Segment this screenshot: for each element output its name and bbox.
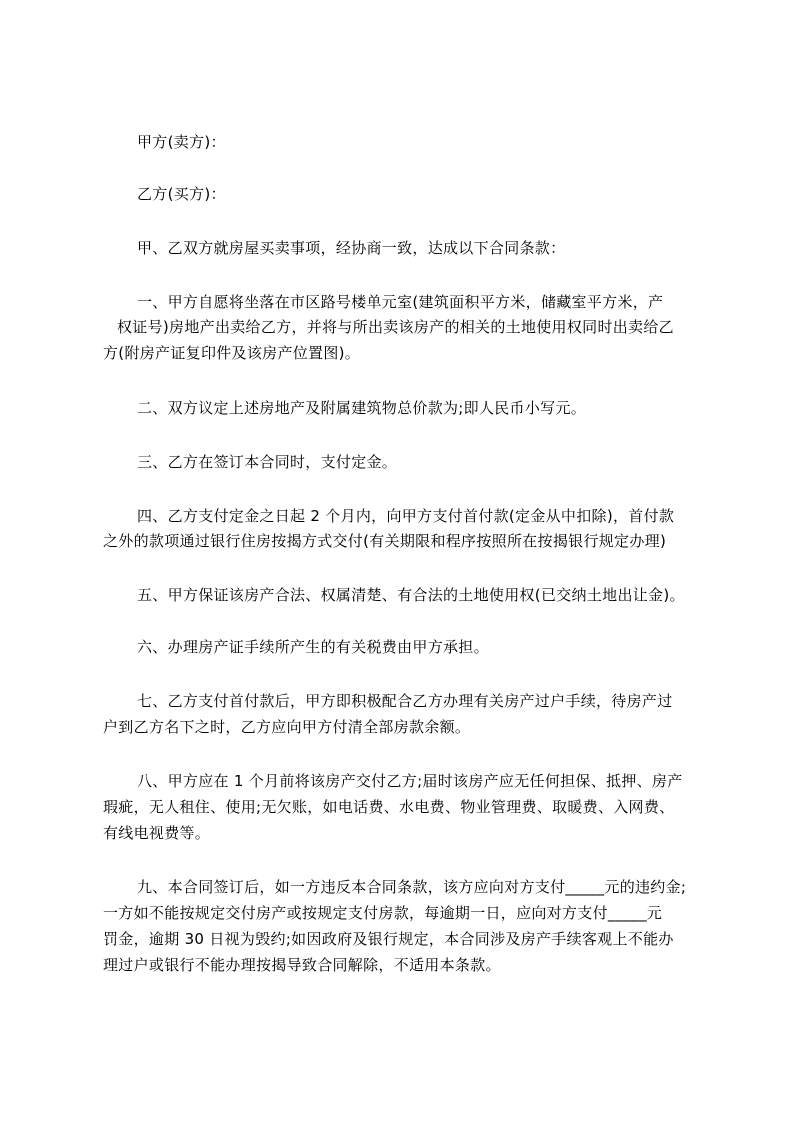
- clause-6: 六、办理房产证手续所产生的有关税费由甲方承担。: [137, 638, 489, 656]
- clause-8-line-1: 八、甲方应在 1 个月前将该房产交付乙方;届时该房产应无任何担保、抵押、房产: [137, 772, 683, 790]
- clause-1-line-1: 一、甲方自愿将坐落在市区路号楼单元室(建筑面积平方米，储藏室平方米，产: [137, 293, 664, 311]
- clause-7-line-1: 七、乙方支付首付款后，甲方即积极配合乙方办理有关房产过户手续，待房产过: [137, 692, 673, 710]
- clause-4-line-2: 之外的款项通过银行住房按揭方式交付(有关期限和程序按照所在按揭银行规定办理): [103, 532, 667, 550]
- clause-4-line-1: 四、乙方支付定金之日起 2 个月内，向甲方支付首付款(定金从中扣除)，首付款: [137, 507, 675, 525]
- clause-7-line-2: 户到乙方名下之时，乙方应向甲方付清全部房款余额。: [103, 718, 471, 736]
- clause-2: 二、双方议定上述房地产及附属建筑物总价款为;即人民币小写元。: [137, 399, 587, 417]
- clause-1-line-3: 方(附房产证复印件及该房产位置图)。: [103, 344, 361, 362]
- clause-9-line-2: 一方如不能按规定交付房产或按规定支付房款，每逾期一日，应向对方支付_____元: [103, 904, 663, 922]
- clause-5: 五、甲方保证该房产合法、权属清楚、有合法的土地使用权(已交纳土地出让金)。: [137, 586, 685, 604]
- intro-line: 甲、乙双方就房屋买卖事项，经协商一致，达成以下合同条款：: [137, 239, 566, 257]
- clause-3: 三、乙方在签订本合同时，支付定金。: [137, 453, 398, 471]
- party-a-line: 甲方(卖方)：: [137, 133, 226, 151]
- clause-9-line-1: 九、本合同签订后，如一方违反本合同条款，该方应向对方支付_____元的违约金;: [137, 878, 687, 896]
- clause-9-line-3: 罚金，逾期 30 日视为毁约;如因政府及银行规定，本合同涉及房产手续客观上不能办: [103, 930, 674, 948]
- clause-8-line-2: 瑕疵，无人租住、使用;无欠账，如电话费、水电费、物业管理费、取暖费、入网费、: [103, 798, 675, 816]
- party-b-line: 乙方(买方)：: [137, 185, 226, 203]
- clause-1-line-2: 权证号)房地产出卖给乙方，并将与所出卖该房产的相关的土地使用权同时出卖给乙: [117, 318, 674, 336]
- clause-8-line-3: 有线电视费等。: [103, 824, 211, 842]
- clause-9-line-4: 理过户或银行不能办理按揭导致合同解除，不适用本条款。: [103, 956, 501, 974]
